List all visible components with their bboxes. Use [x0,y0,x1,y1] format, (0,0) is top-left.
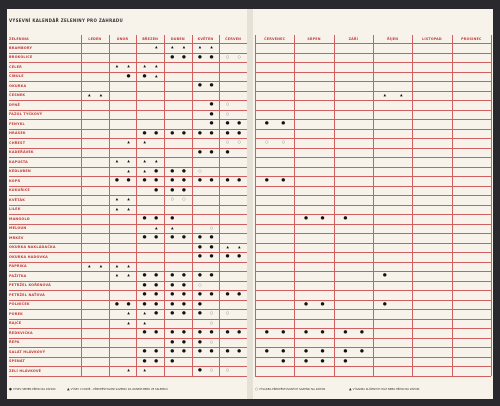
sow-indoor-triangle: ▲ [154,64,158,69]
sow-indoor-triangle: ▲ [154,159,158,164]
sow-indoor-triangle: ▲ [127,206,130,211]
sow-direct-dot: ● [237,121,242,127]
sow-direct-dot: ● [114,301,119,307]
column-line [109,35,110,376]
column-header-month: ŘÍJEN [387,37,399,41]
column-header-month: ZÁŘÍ [348,37,359,41]
sow-direct-dot: ● [382,273,387,279]
transplant-circle: ○ [226,311,230,316]
sow-direct-dot: ● [360,349,364,355]
sow-direct-dot: ● [181,187,186,193]
sow-direct-dot: ● [225,349,230,355]
vegetable-name: CELER [9,64,22,69]
sow-direct-dot: ● [170,292,175,298]
sow-indoor-triangle: ▲ [127,263,130,268]
sow-direct-dot: ● [264,121,269,127]
vegetable-name: KEDLUBEN [9,169,31,174]
sow-direct-dot: ● [320,330,325,336]
sow-direct-dot: ● [181,349,186,355]
sow-direct-dot: ● [142,130,147,136]
vegetable-name: ZELÍ HLÁVKOVÉ [9,368,42,373]
sow-indoor-triangle: ▲ [87,263,91,268]
vegetable-name: KAPUSTA [9,159,29,164]
sow-indoor-triangle: ▲ [143,311,146,316]
column-line [294,35,295,376]
sow-direct-dot: ● [225,254,230,260]
vegetable-name: LILEK [9,207,21,212]
vegetable-name: DÝNĚ [9,102,20,107]
sow-direct-dot: ● [181,301,186,307]
legend-text: VÝSADBA KLÍČENÝCH HLÍZ NEBO PŘÍMO NA ZÁHON [352,387,420,391]
sow-direct-dot: ● [237,292,242,298]
sow-direct-dot: ● [225,330,230,336]
sow-direct-dot: ● [170,273,175,279]
vegetable-name: PAŽITKA [9,273,27,278]
vegetable-name: ŠPENÁT [9,359,25,364]
sow-direct-dot: ● [126,73,131,79]
vegetable-name: SALÁT HLÁVKOVÝ [9,349,46,354]
column-header-month: SRPEN [307,37,321,41]
sow-direct-dot: ● [225,130,230,136]
sow-indoor-triangle: ▲ [127,64,130,69]
transplant-circle: ○ [226,54,230,59]
sow-direct-dot: ● [114,178,119,184]
vegetable-name: ŘEPA [9,340,20,345]
sow-direct-dot: ● [142,216,147,222]
legend-item-tubers [349,387,419,391]
sow-direct-dot: ● [126,301,131,307]
sow-direct-dot: ● [197,178,202,184]
triangle-icon: ▲ [67,387,70,391]
right-page [253,9,493,399]
sow-direct-dot: ● [170,349,175,355]
sow-direct-dot: ● [264,349,269,355]
sow-direct-dot: ● [320,216,325,222]
sow-direct-dot: ● [225,121,230,127]
sow-direct-dot: ● [197,54,202,60]
column-header-month: BŘEZEN [142,37,159,41]
sow-direct-dot: ● [209,102,214,108]
sow-direct-dot: ● [142,273,147,279]
legend-text: VÝSADBA PŘEDPĚSTOVANÝCH SAZENIC NA ZÁHON [258,387,326,391]
row-line [9,357,247,358]
sow-direct-dot: ● [142,349,147,355]
sow-indoor-triangle: ▲ [237,244,241,249]
legend-text: VÝSEV SEMEN PŘÍMO NA ZÁHON [12,387,56,391]
sow-direct-dot: ● [154,282,159,288]
column-line [452,35,453,376]
sow-direct-dot: ● [281,349,286,355]
sow-direct-dot: ● [154,349,159,355]
sow-indoor-triangle: ▲ [143,320,146,325]
transplant-circle: ○ [226,111,230,116]
column-header-month: DUBEN [170,37,185,41]
column-line [334,35,335,376]
sow-indoor-triangle: ▲ [115,273,119,278]
sow-direct-dot: ● [154,235,159,241]
sow-direct-dot: ● [320,349,325,355]
left-page [7,9,247,399]
sow-direct-dot: ● [209,273,214,279]
legend-item-transplant [255,387,325,391]
vegetable-name: ŘEDKVIČKA [9,330,33,335]
vegetable-name: POLNÍČEK [9,302,30,307]
sow-indoor-triangle: ▲ [170,45,174,50]
sow-direct-dot: ● [197,339,202,345]
sow-direct-dot: ● [170,54,175,60]
vegetable-name: KVĚTÁK [9,197,26,202]
vegetable-name: PETRŽEL KOŘENOVÁ [9,283,51,288]
vegetable-name: BROKOLICE [9,55,33,60]
column-line [219,35,220,376]
sow-direct-dot: ● [170,178,175,184]
transplant-circle: ○ [265,140,269,145]
vegetable-name: FENYKL [9,121,25,126]
dot-icon: ● [9,387,12,391]
sow-direct-dot: ● [209,244,214,250]
sow-direct-dot: ● [343,349,348,355]
transplant-circle: ○ [226,102,230,107]
column-line [192,35,193,376]
sow-indoor-triangle: ▲ [182,45,186,50]
transplant-circle: ○ [210,311,214,316]
sow-indoor-triangle: ▲ [127,320,130,325]
sow-direct-dot: ● [304,358,309,364]
sow-direct-dot: ● [170,187,175,193]
legend-text: VÝSEV V DOMĚ – PŘEDPĚSTOVÁNÍ SAZENIC ZA OKNEM NEBO VE SKLENÍKU [70,387,168,391]
sow-direct-dot: ● [209,54,214,60]
sow-direct-dot: ● [197,301,202,307]
page-title: VÝSEVNÍ KALENDÁŘ ZELENINY PRO ZAHRADU [9,18,124,23]
sow-direct-dot: ● [360,330,364,336]
sow-direct-dot: ● [382,301,387,307]
vegetable-name: BRAMBORY [9,45,33,50]
sow-direct-dot: ● [142,330,147,336]
column-header-month: ČERVENEC [264,37,286,41]
sow-indoor-triangle: ▲ [127,197,130,202]
sow-direct-dot: ● [304,330,309,336]
vegetable-name: OKURKA [9,83,27,88]
vegetable-name: CHŘEST [9,140,26,145]
sow-direct-dot: ● [304,301,309,307]
sow-direct-dot: ● [170,235,175,241]
sow-direct-dot: ● [154,178,159,184]
row-line [9,186,247,187]
column-line [412,35,413,376]
vegetable-name: PETRŽEL NAŤOVÁ [9,292,45,297]
sow-direct-dot: ● [181,130,186,136]
sow-indoor-triangle: ▲ [154,225,158,230]
column-header-month: LISTOPAD [422,37,442,41]
sow-direct-dot: ● [237,330,242,336]
row-line [9,281,247,282]
transplant-circle: ○ [210,225,214,230]
sow-direct-dot: ● [197,368,202,374]
sow-indoor-triangle: ▲ [127,273,130,278]
sow-direct-dot: ● [170,282,175,288]
sow-indoor-triangle: ▲ [127,368,130,373]
sow-direct-dot: ● [264,178,269,184]
sow-direct-dot: ● [209,235,214,241]
row-line [255,376,491,377]
sow-direct-dot: ● [170,358,175,364]
sow-direct-dot: ● [343,358,348,364]
column-line [491,35,492,376]
sow-direct-dot: ● [142,358,147,364]
sow-direct-dot: ● [281,358,286,364]
sow-direct-dot: ● [142,301,147,307]
sow-direct-dot: ● [154,216,159,222]
sow-indoor-triangle: ▲ [99,92,103,97]
transplant-circle: ○ [198,168,202,173]
row-line [9,214,247,215]
sow-direct-dot: ● [237,254,242,260]
sow-direct-dot: ● [154,273,159,279]
vegetable-name: POREK [9,311,23,316]
transplant-circle: ○ [226,368,230,373]
sow-direct-dot: ● [197,244,202,250]
transplant-circle: ○ [210,339,214,344]
sow-indoor-triangle: ▲ [154,45,158,50]
column-line [373,35,374,376]
sow-indoor-triangle: ▲ [154,73,158,78]
sow-direct-dot: ● [170,311,175,317]
sow-indoor-triangle: ▲ [143,64,146,69]
sow-direct-dot: ● [154,130,159,136]
sow-direct-dot: ● [181,235,186,241]
transplant-circle: ○ [281,140,285,145]
sow-direct-dot: ● [197,83,202,89]
sow-direct-dot: ● [181,330,186,336]
vegetable-name: HRÁŠEK [9,131,26,136]
legend-item-indoor-sowing [67,387,168,391]
column-line [81,35,82,376]
sow-indoor-triangle: ▲ [87,92,91,97]
vegetable-name: OKURKA HADOVKA [9,254,48,259]
sow-direct-dot: ● [154,301,159,307]
sow-indoor-triangle: ▲ [115,206,119,211]
sow-direct-dot: ● [181,168,186,174]
sow-indoor-triangle: ▲ [143,368,146,373]
sow-direct-dot: ● [181,292,186,298]
sow-direct-dot: ● [154,311,159,317]
sow-direct-dot: ● [304,349,309,355]
sow-direct-dot: ● [181,178,186,184]
column-line [164,35,165,376]
sow-indoor-triangle: ▲ [127,159,130,164]
sow-direct-dot: ● [197,149,202,155]
sow-direct-dot: ● [281,330,286,336]
sow-direct-dot: ● [320,301,325,307]
column-line [136,35,137,376]
row-line [9,376,247,377]
vegetable-name: KADEŘÁVEK [9,150,34,155]
sow-direct-dot: ● [181,54,186,60]
sow-indoor-triangle: ▲ [210,45,213,50]
sow-direct-dot: ● [343,216,348,222]
legend-item-direct-sowing [9,387,55,391]
sow-indoor-triangle: ▲ [115,159,119,164]
sow-direct-dot: ● [170,130,175,136]
sow-direct-dot: ● [209,130,214,136]
sow-direct-dot: ● [142,73,147,79]
vegetable-name: CIBULE [9,74,24,79]
sow-direct-dot: ● [197,235,202,241]
sow-direct-dot: ● [281,121,286,127]
sow-direct-dot: ● [237,178,242,184]
sow-direct-dot: ● [181,273,186,279]
sow-indoor-triangle: ▲ [127,140,130,145]
sow-direct-dot: ● [209,111,214,117]
hollow-circle-icon: ○ [255,387,258,391]
sow-direct-dot: ● [154,358,159,364]
column-header-month: ČERVEN [225,37,242,41]
sow-direct-dot: ● [154,292,159,298]
column-header-month: LEDEN [88,37,102,41]
sow-direct-dot: ● [170,339,175,345]
column-header-vegetable: ZELENINA [9,37,29,41]
transplant-circle: ○ [182,197,186,202]
sow-direct-dot: ● [126,178,131,184]
sow-direct-dot: ● [209,178,214,184]
transplant-circle: ○ [237,54,241,59]
sow-indoor-triangle: ▲ [127,311,130,316]
vegetable-name: PAPRIKA [9,264,27,269]
transplant-circle: ○ [210,368,214,373]
vegetable-name: OKURKA NAKLÁDAČKA [9,245,56,250]
transplant-circle: ○ [237,140,241,145]
sow-indoor-triangle: ▲ [226,244,229,249]
transplant-circle: ○ [226,140,230,145]
sow-direct-dot: ● [237,130,242,136]
sow-direct-dot: ● [320,358,325,364]
vegetable-name: MANGOLD [9,216,30,221]
sow-direct-dot: ● [237,349,242,355]
sow-direct-dot: ● [209,292,214,298]
sow-direct-dot: ● [142,282,147,288]
sow-direct-dot: ● [197,254,202,260]
sow-direct-dot: ● [142,292,147,298]
sow-direct-dot: ● [197,292,202,298]
sow-direct-dot: ● [281,178,286,184]
sow-direct-dot: ● [154,187,159,193]
sow-direct-dot: ● [225,149,230,155]
sow-direct-dot: ● [170,216,175,222]
sow-direct-dot: ● [197,330,202,336]
vegetable-name: KOPR [9,178,21,183]
sow-direct-dot: ● [181,311,186,317]
sow-indoor-triangle: ▲ [143,140,146,145]
vegetable-name: RAJČE [9,321,22,326]
sow-direct-dot: ● [209,121,214,127]
sow-direct-dot: ● [142,235,147,241]
row-line [9,91,247,92]
column-header-month: KVĚTEN [197,37,214,41]
sow-indoor-triangle: ▲ [170,225,174,230]
sow-indoor-triangle: ▲ [99,263,103,268]
sow-indoor-triangle: ▲ [400,92,403,97]
column-header-month: ÚNOR [116,37,129,41]
sow-indoor-triangle: ▲ [143,159,146,164]
sow-indoor-triangle: ▲ [383,92,387,97]
sow-indoor-triangle: ▲ [115,263,119,268]
sow-indoor-triangle: ▲ [198,45,202,50]
sow-direct-dot: ● [170,168,175,174]
sow-direct-dot: ● [142,178,147,184]
sow-direct-dot: ● [197,273,202,279]
sow-indoor-triangle: ▲ [115,197,119,202]
transplant-circle: ○ [210,320,214,325]
sow-direct-dot: ● [209,254,214,260]
sow-direct-dot: ● [209,83,214,89]
triangle-icon: ▲ [349,387,352,391]
vegetable-name: MELOUN [9,226,27,231]
sow-direct-dot: ● [197,311,202,317]
sow-direct-dot: ● [264,330,269,336]
column-line [255,35,256,376]
sow-direct-dot: ● [197,349,202,355]
sow-direct-dot: ● [209,330,214,336]
sow-direct-dot: ● [170,330,175,336]
transplant-circle: ○ [170,197,174,202]
sow-indoor-triangle: ▲ [127,168,130,173]
sow-direct-dot: ● [209,149,214,155]
transplant-circle: ○ [198,282,202,287]
sow-direct-dot: ● [209,349,214,355]
sow-direct-dot: ● [170,301,175,307]
sow-direct-dot: ● [197,130,202,136]
column-header-month: PROSINEC [461,37,482,41]
vegetable-name: KUKUŘICE [9,188,30,193]
vegetable-name: FAZOL TYČKOVÝ [9,112,43,117]
sow-indoor-triangle: ▲ [115,64,119,69]
sow-direct-dot: ● [343,330,348,336]
sow-direct-dot: ● [225,292,230,298]
sow-direct-dot: ● [225,178,230,184]
vegetable-name: ČESNEK [9,93,26,98]
sow-direct-dot: ● [154,168,159,174]
sow-indoor-triangle: ▲ [143,168,146,173]
sow-direct-dot: ● [181,339,186,345]
sow-direct-dot: ● [304,216,309,222]
sow-direct-dot: ● [181,282,186,288]
vegetable-name: MRKEV [9,235,24,240]
sow-direct-dot: ● [154,330,159,336]
